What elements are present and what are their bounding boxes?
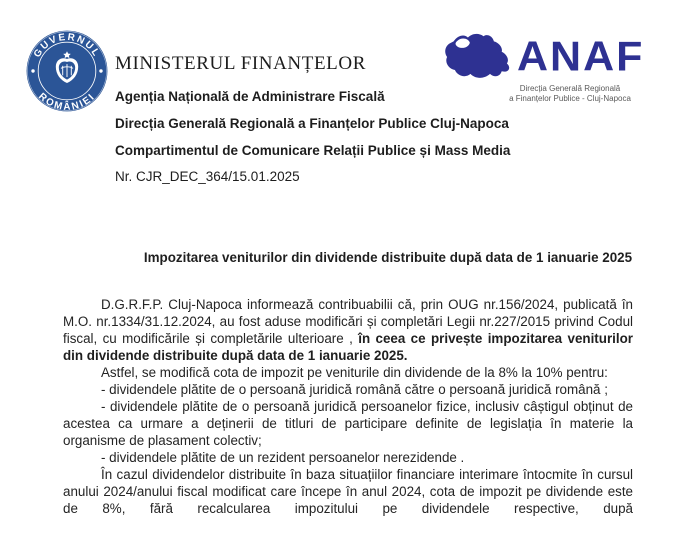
document-title: Impozitarea veniturilor din dividende distribuite după data de 1 ianuarie 2025 <box>143 250 633 265</box>
document-body <box>63 296 633 517</box>
bullet-item-2: - dividendele plătite de o persoană juridică persoanelor fizice, inclusiv câștigul obținut de acestea ca urmare a deținerii de titluri de participare definite de legislația în materie la organisme de plasament colectiv; <box>63 399 633 448</box>
bullet-item-3: - dividendele plătite de un rezident persoanelor nerezidende . <box>101 450 465 465</box>
anaf-logo <box>438 31 650 104</box>
bullet-item-1: - dividendele plătite de o persoană juridică română către o persoană juridică română ; <box>101 382 608 397</box>
reference-number: Nr. CJR_DEC_364/15.01.2025 <box>115 169 300 184</box>
paragraph-rate-change: Astfel, se modifică cota de impozit pe veniturile din dividende de la 8% la 10% pentru: <box>101 365 608 380</box>
paragraph-intro <box>63 296 633 364</box>
directorate-name: Direcția Generală Regională a Finanțelor Publice Cluj-Napoca <box>115 116 509 131</box>
anaf-subtitle-line2: a Finanțelor Publice - Cluj-Napoca <box>509 94 631 103</box>
anaf-subtitle-line1: Direcția Generală Regională <box>519 84 621 93</box>
paragraph-intro-regular: D.G.R.F.P. Cluj-Napoca informează contribuabilii că, prin OUG nr.156/2024, publicată în M.O. nr.1334/31.12.2024, au fost aduse modificări și completări Legii nr.227/2015 privind Codul fiscal, cu modificările și completările ulterioare , <box>63 297 633 346</box>
anaf-acronym: ANAF <box>517 33 645 81</box>
seal-top-text: GUVERNUL <box>31 31 103 60</box>
anaf-subtitle <box>492 84 648 104</box>
ministry-title: MINISTERUL FINANȚELOR <box>115 53 366 74</box>
romania-map-icon <box>438 31 516 83</box>
government-seal-icon <box>24 28 110 114</box>
department-name: Compartimentul de Comunicare Relații Publice și Mass Media <box>115 143 511 158</box>
seal-bottom-text: ROMÂNIEI <box>36 91 98 113</box>
paragraph-intro-bold: în ceea ce privește impozitarea veniturilor din dividende distribuite după data de 1 ianuarie 2025. <box>63 331 633 363</box>
paragraph-interim-dividends: În cazul dividendelor distribuite în baza situațiilor financiare interimare întocmite în cursul anului 2024/anului fiscal modificat care începe în anul 2024, cota de impozit pe dividende este de 8%, fără recalcularea impozitului pe dividendele respective, după <box>63 467 633 516</box>
agency-name: Agenția Națională de Administrare Fiscală <box>115 89 385 104</box>
